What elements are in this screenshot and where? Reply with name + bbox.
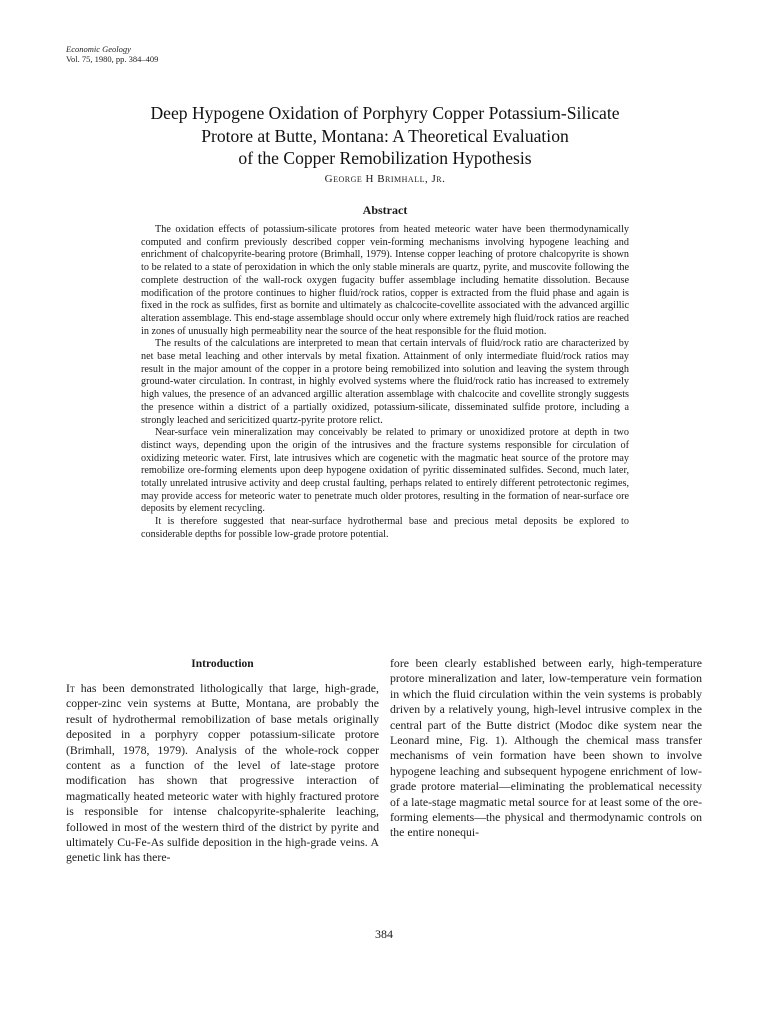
title-line: of the Copper Remobilization Hypothesis	[238, 148, 532, 168]
abstract-paragraph: It is therefore suggested that near-surface hydrothermal base and precious metal deposits be explored to considerable depths for possible low-grade protore potential.	[141, 516, 629, 540]
introduction-text-left: has been demonstrated lithologically that large, high-grade, copper-zinc vein systems at Butte, Montana, are probably the result of hydrothermal remobilization of base metals originally deposited in a porphyry copper potassium-silicate protore (Brimhall, 1978, 1979). Analysis of the whole-rock copper content as a function of the level of late-stage protore modification has shown that progressive interaction of magmatically heated meteoric water with highly fractured protore is responsible for intense chalcopyrite-sphalerite leaching, followed in most of the western third of the district by pyrite and ultimately Cu-Fe-As sulfide deposition in the high-grade veins. A genetic link has there-	[66, 681, 379, 865]
abstract-paragraph: The results of the calculations are interpreted to mean that certain intervals of fluid/rock ratio are characterized by net base metal leaching and other intervals by metal fixation. Attainment of only intermediate fluid/rock ratios may result in the major amount of the copper in a protore being remobilized into solution and leaving the system through ground-water circulation. In contrast, in highly evolved systems where the fluid/rock ratio has increased to extremely high values, the presence of an advanced argillic alteration assemblage with chalcocite and covellite strongly suggests the presence within a district of a partially oxidized, potassium-silicate, disseminated sulfide protore, including a strongly leached and sericitized quartz-pyrite protore relict.	[141, 338, 629, 426]
body-column-left	[66, 681, 379, 866]
title-line: Protore at Butte, Montana: A Theoretical Evaluation	[201, 125, 569, 146]
journal-volume: Vol. 75, 1980, pp. 384–409	[66, 54, 159, 64]
paper-title	[90, 102, 680, 170]
title-line: Deep Hypogene Oxidation of Porphyry Copper Potassium-Silicate	[150, 103, 620, 123]
abstract-body	[141, 224, 629, 542]
introduction-heading: Introduction	[191, 658, 254, 670]
introduction-text-right: fore been clearly established between early, high-temperature protore mineralization and later, low-temperature vein formation in which the fluid circulation within the vein systems is probably driven by a relatively young, high-level intrusive complex in the central part of the Butte district (Modoc dike system near the Leonard mine, Fig. 1). Although the chemical mass transfer mechanisms of vein formation have been shown to involve hypogene leaching and subsequent hypogene enrichment of low-grade protore material—eliminating the problematical necessity of a late-stage magmatic metal source for at least some of the ore-forming elements—the physical and thermodynamic controls on the entire nonequi-	[390, 656, 702, 840]
journal-name: Economic Geology	[66, 44, 131, 54]
journal-citation	[66, 44, 158, 64]
introduction-paragraph	[66, 681, 379, 866]
body-column-right	[390, 656, 702, 841]
abstract-heading: Abstract	[362, 203, 408, 217]
abstract-paragraph: Near-surface vein mineralization may conceivably be related to primary or unoxidized protore at depth in two distinct ways, depending upon the origin of the intrusives and the fracture systems responsible for circulation of oxidizing meteoric water. First, late intrusives which are cogenetic with the magmatic heat source of the protore may remobilize ore-forming elements upon deep hypogene oxidation of pyritic disseminated sulfides. Second, much later, totally unrelated intrusive activity and deep crustal faulting, perhaps related to entirely different petrotectonic regimes, may provide access for meteoric water to penetrate much older protores, resulting in the formation of near-surface ore deposits by element recycling.	[141, 427, 629, 515]
author-name: George H Brimhall, Jr.	[324, 173, 446, 185]
lead-word: It	[66, 681, 75, 695]
abstract-paragraph: The oxidation effects of potassium-silicate protores from heated meteoric water have been thermodynamically computed and confirm previously described copper vein-forming mechanisms involving hypogene leaching and enrichment of chalcopyrite-bearing protore (Brimhall, 1979). Intense copper leaching of protore chalcopyrite is shown to be related to a state of peroxidation in which the only stable minerals are quartz, pyrite, and muscovite following the complete destruction of the wall-rock oxygen fugacity buffer assemblage including hematite dissolution. Because modification of the protore continues to higher fluid/rock ratios, copper is extracted from the fluid phase and again is fixed in the rock as sulfides, first as bornite and ultimately as chalcocite-covellite associated with the advanced argillic alteration assemblage. This end-stage assemblage should occur only where extremely high fluid/rock ratios are reached in zones of unusually high permeability near the source of the heat responsible for the fluid motion.	[141, 224, 629, 337]
page-number: 384	[375, 927, 393, 941]
